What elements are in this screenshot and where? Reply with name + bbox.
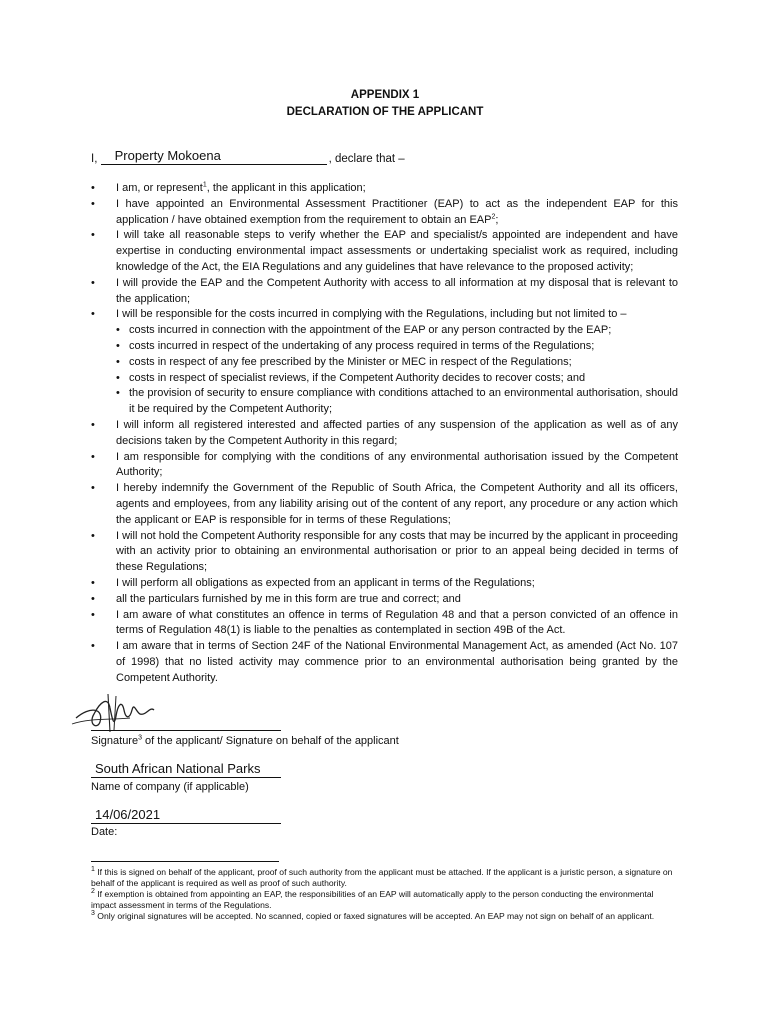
bullet-icon: • (91, 592, 95, 605)
footnote-text: If this is signed on behalf of the applicant, proof of such authority from the applicant must be attached. If the applicant is a juristic person, a signature on behalf of the applicant is required as well as proof of such authority. (91, 867, 673, 888)
item-text: I will inform all registered interested and affected parties of any suspension of the application as well as of any decisions taken by the Competent Authority in this regard; (116, 418, 678, 447)
bullet-icon: • (91, 529, 95, 542)
bullet-icon: • (91, 276, 95, 289)
footnote-number: 3 (91, 910, 95, 918)
item-text: I will perform all obligations as expected from an applicant in terms of the Regulations; (116, 576, 535, 589)
item-text: I hereby indemnify the Government of the Republic of South Africa, the Competent Authority and all its officers, agents and employees, from any liability arising out of the content of any report, any procedure or any action which the applicant or EAP is responsible for in terms of these Regulations; (116, 482, 678, 526)
bullet-icon: • (116, 339, 120, 352)
footnote-ref: 3 (138, 734, 142, 742)
item-text: all the particulars furnished by me in this form are true and correct; and (116, 592, 461, 605)
bullet-icon: • (91, 450, 95, 463)
bullet-icon: • (91, 229, 95, 242)
bullet-icon: • (91, 418, 95, 431)
signature-label-text-end: of the applicant/ Signature on behalf of the applicant (142, 735, 399, 747)
list-item (91, 592, 678, 608)
item-text: I will take all reasonable steps to verify whether the EAP and specialist/s appointed are independent and have expertise in conducting environmental impact assessments or undertaking specialist work as required, including knowledge of the Act, the EIA Regulations and any guidelines that have relevance to the proposed activity; (116, 229, 678, 273)
signature-label (91, 735, 399, 747)
handwritten-signature (70, 688, 180, 734)
sub-item-text: costs in respect of any fee prescribed by the Minister or MEC in respect of the Regulations; (129, 355, 572, 368)
list-item (91, 228, 678, 275)
signature-line (91, 730, 281, 731)
sub-item-text: costs incurred in respect of the undertaking of any process required in terms of the Regulations; (129, 339, 595, 352)
list-item (91, 450, 678, 482)
item-text: I have appointed an Environmental Assessment Practitioner (EAP) to act as the independent EAP for this application / have obtained exemption from the requirement to obtain an EAP (116, 197, 678, 226)
list-item (91, 529, 678, 576)
bullet-icon: • (91, 576, 95, 589)
sub-item-text: costs in respect of specialist reviews, if the Competent Authority decides to recover costs; and (129, 371, 586, 384)
item-text: I am aware of what constitutes an offence in terms of Regulation 48 and that a person convicted of an offence in terms of Regulation 48(1) is liable to the penalties as contemplated in section 49B of the Act. (116, 608, 678, 637)
bullet-icon: • (91, 608, 95, 621)
document-title: DECLARATION OF THE APPLICANT (286, 106, 484, 118)
item-text-end: ; (495, 213, 499, 226)
footnote (91, 867, 681, 889)
sub-item-text: costs incurred in connection with the appointment of the EAP or any person contracted by the EAP; (129, 324, 612, 337)
signature-label-text: Signature (91, 735, 139, 747)
bullet-icon: • (116, 387, 120, 400)
declaration-suffix: , declare that – (328, 153, 405, 165)
list-item (91, 608, 678, 640)
footnote-number: 2 (91, 888, 95, 896)
list-item (91, 576, 678, 592)
item-text: I am, or represent (116, 182, 203, 194)
appendix-heading: APPENDIX 1 (350, 89, 420, 101)
footnote-separator (91, 861, 279, 862)
sub-list-item (116, 386, 678, 418)
sub-list-item (116, 339, 678, 355)
bullet-icon: • (91, 182, 95, 194)
sub-list-item (116, 355, 678, 371)
item-text: I will not hold the Competent Authority responsible for any costs that may be incurred by the applicant in proceeding with an activity prior to obtaining an environmental authorisation or prior to an appeal being decided in terms of these Regulations; (116, 529, 678, 574)
item-text-end: , the applicant in this application; (206, 182, 366, 194)
list-item (91, 181, 678, 197)
footnote (91, 889, 681, 911)
sub-list-item (116, 371, 678, 387)
applicant-name-field[interactable]: Property Mokoena (101, 148, 327, 165)
bullet-icon: • (116, 355, 120, 368)
footnote-ref: 1 (202, 181, 207, 189)
bullet-icon: • (116, 324, 120, 337)
item-text: I am aware that in terms of Section 24F of the National Environmental Management Act, as amended (Act No. 107 of 1998) that no listed activity may commence prior to an environmental authorisation being granted by the Competent Authority. (116, 640, 678, 684)
footnote-ref: 2 (491, 212, 496, 220)
date-label: Date: (91, 826, 118, 838)
company-name-label: Name of company (if applicable) (91, 781, 249, 793)
footnote-text: Only original signatures will be accepted. No scanned, copied or faxed signatures will be accepted. An EAP may not sign on behalf of an applicant. (94, 911, 655, 921)
footnotes (91, 867, 681, 922)
declaration-list (91, 181, 678, 687)
list-item (91, 418, 678, 450)
bullet-icon: • (116, 371, 120, 384)
sub-item-text: the provision of security to ensure compliance with conditions attached to an environmental authorisation, should it be required by the Competent Authority; (129, 387, 678, 416)
item-text: I will provide the EAP and the Competent Authority with access to all information at my disposal that is relevant to the application; (116, 276, 678, 305)
footnote-text: If exemption is obtained from appointing an EAP, the responsibilities of an EAP will automatically apply to the person conducting the environmental impact assessment in terms of the Regulations. (91, 889, 654, 910)
footnote (91, 911, 681, 922)
item-text: I am responsible for complying with the conditions of any environmental authorisation issued by the Competent Authority; (116, 450, 678, 479)
bullet-icon: • (91, 640, 95, 653)
footnote-number: 1 (91, 866, 95, 874)
company-name-field[interactable]: South African National Parks (91, 760, 281, 778)
list-item (91, 197, 678, 229)
declaration-prefix: I, (91, 153, 98, 165)
list-item (91, 307, 678, 418)
bullet-icon: • (91, 482, 95, 495)
declaration-line (91, 148, 691, 165)
list-item (91, 276, 678, 308)
item-text: I will be responsible for the costs incurred in complying with the Regulations, including but not limited to – (116, 308, 627, 321)
date-field[interactable]: 14/06/2021 (91, 806, 281, 824)
costs-sublist (116, 323, 678, 418)
list-item (91, 639, 678, 686)
sub-list-item (116, 323, 678, 339)
bullet-icon: • (91, 308, 95, 321)
list-item (91, 481, 678, 528)
bullet-icon: • (91, 197, 95, 210)
